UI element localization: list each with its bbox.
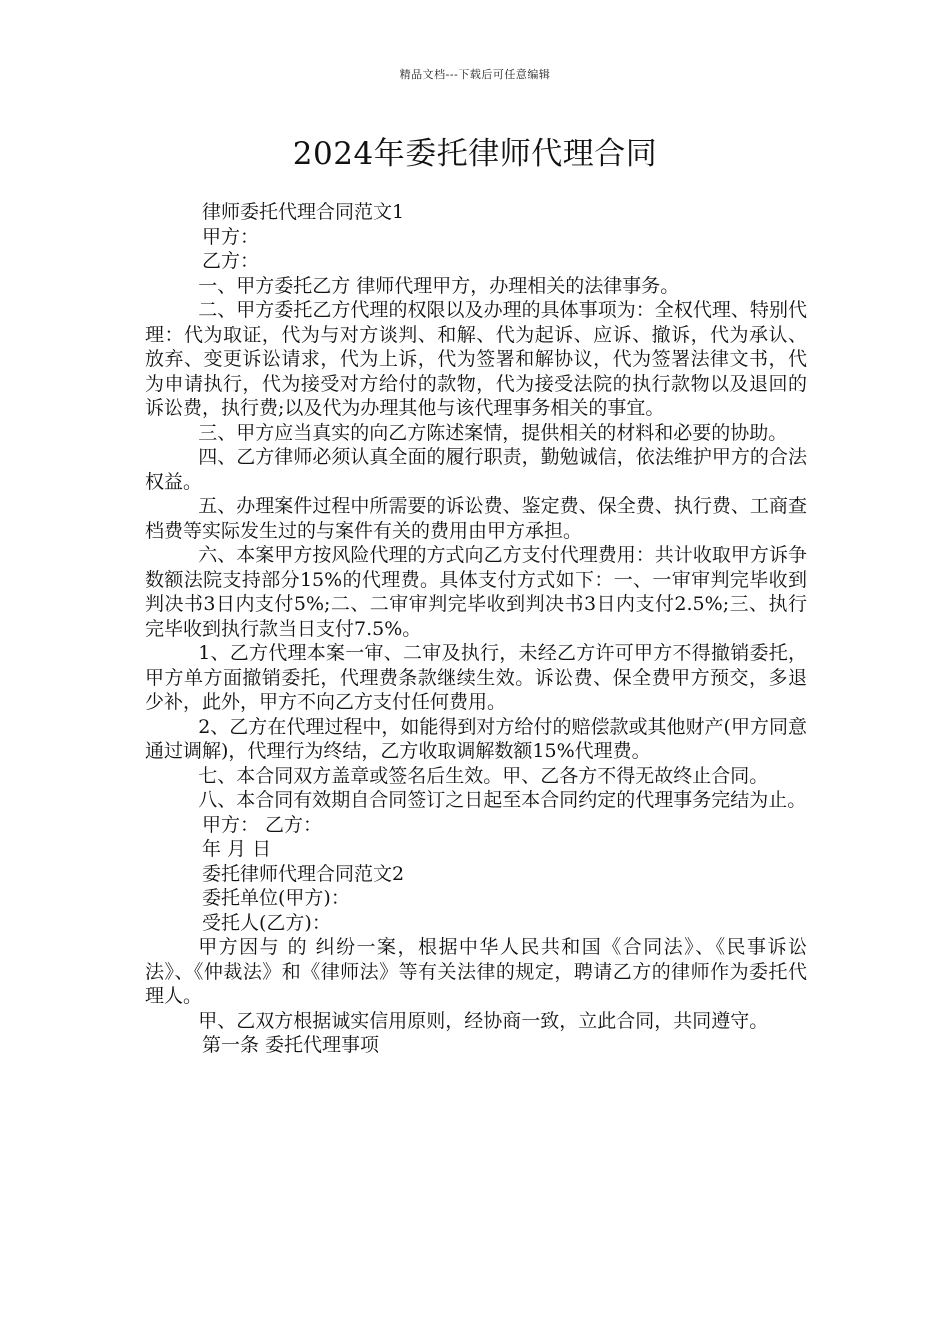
agreement-paragraph: 甲、乙双方根据诚实信用原则，经协商一致，立此合同，共同遵守。 [198, 1009, 769, 1032]
clause-7: 七、本合同双方盖章或签名后生效。甲、乙各方不得无故终止合同。 [198, 764, 769, 787]
preamble-paragraph: 甲方因与 的 纠纷一案，根据中华人民共和国《合同法》、《民事诉讼法》、《仲裁法》和《律师法》等有关法律的规定，聘请乙方的律师作为委托代理人。 [145, 936, 807, 1007]
document-title: 2024年委托律师代理合同 [292, 136, 658, 172]
section-heading-template-2: 委托律师代理合同范文2 [202, 862, 405, 885]
signature-date-line: 年 月 日 [202, 838, 272, 860]
clause-8: 八、本合同有效期自合同签订之日起至本合同约定的代理事务完结为止。 [198, 789, 807, 811]
header-note: 精品文档---下载后可任意编辑 [399, 68, 551, 81]
document-body [145, 200, 807, 1058]
clause-3: 三、甲方应当真实的向乙方陈述案情，提供相关的材料和必要的协助。 [198, 421, 788, 444]
clause-6-item-2: 2、乙方在代理过程中，如能得到对方给付的赔偿款或其他财产(甲方同意通过调解)，代理行为终结，乙方收取调解数额15%代理费。 [145, 715, 807, 762]
article-1-heading: 第一条 委托代理事项 [202, 1034, 380, 1056]
party-a-label: 甲方： [202, 225, 260, 248]
clause-6-item-1: 1、乙方代理本案一审、二审及执行，未经乙方许可甲方不得撤销委托，甲方单方面撤销委托，代理费条款继续生效。诉讼费、保全费甲方预交，多退少补，此外，甲方不向乙方支付任何费用。 [145, 642, 807, 713]
principal-label: 委托单位(甲方)： [202, 887, 350, 909]
signature-parties-line: 甲方： 乙方： [202, 813, 323, 836]
clause-2: 二、甲方委托乙方代理的权限以及办理的具体事项为：全权代理、特别代理：代为取证，代为与对方谈判、和解、代为起诉、应诉、撤诉，代为承认、放弃、变更诉讼请求，代为上诉，代为签署和解协议，代为签署法律文书，代为申请执行，代为接受对方给付的款物，代为接受法院的执行款物以及退回的诉讼费，执行费;以及代为办理其他与该代理事务相关的事宜。 [145, 299, 807, 419]
clause-5: 五、办理案件过程中所需要的诉讼费、鉴定费、保全费、执行费、工商查档费等实际发生过的与案件有关的费用由甲方承担。 [145, 495, 807, 542]
clause-6: 六、本案甲方按风险代理的方式向乙方支付代理费用：共计收取甲方诉争数额法院支持部分15%的代理费。具体支付方式如下：一、一审审判完毕收到判决书3日内支付5%;二、二审审判完毕收到判决书3日内支付2.5%;三、执行完毕收到执行款当日支付7.5%。 [145, 544, 807, 640]
party-b-label: 乙方： [202, 250, 260, 272]
clause-1: 一、甲方委托乙方 律师代理甲方，办理相关的法律事务。 [198, 274, 680, 297]
agent-label: 受托人(乙方)： [202, 911, 331, 934]
section-heading-template-1: 律师委托代理合同范文1 [202, 201, 405, 223]
clause-4: 四、乙方律师必须认真全面的履行职责，勤勉诚信，依法维护甲方的合法权益。 [145, 446, 807, 493]
